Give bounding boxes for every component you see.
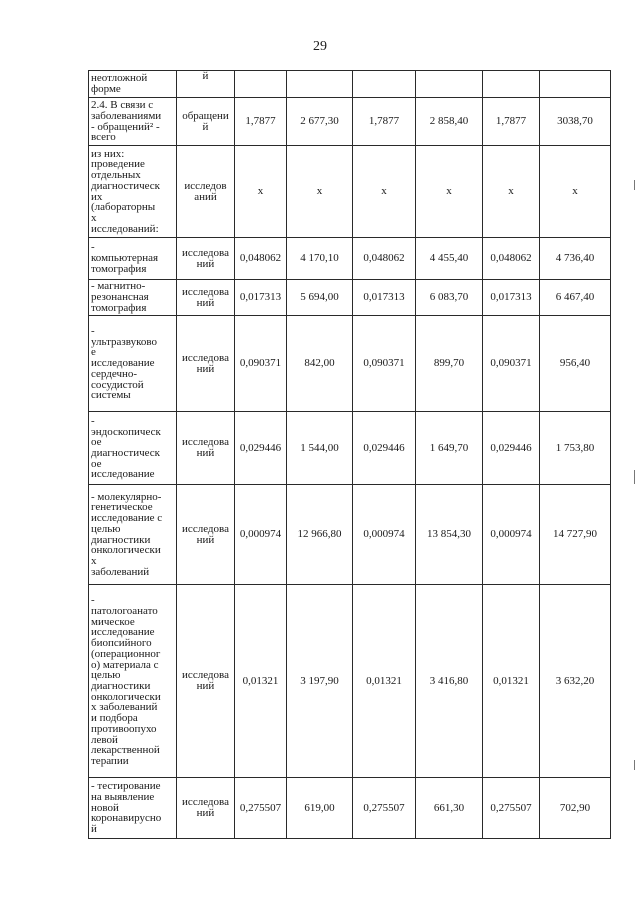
value-cell: 1 649,70 (416, 412, 483, 485)
name-line: их (91, 190, 103, 203)
value-cell: 1 753,80 (540, 412, 611, 485)
name-line: новой (91, 801, 119, 814)
value-cell: 1,7877 (353, 98, 416, 146)
value-cell: 0,090371 (483, 316, 540, 412)
value-cell (353, 71, 416, 98)
table-row (89, 238, 611, 280)
name-line: - тестирование (91, 780, 161, 793)
name-line: диагностическ (91, 447, 161, 459)
name-line: томография (91, 262, 147, 275)
value-cell: 702,90 (540, 778, 611, 839)
name-line: сердечно- (91, 367, 138, 380)
value-cell: 0,01321 (235, 585, 287, 778)
name-line: системы (91, 389, 131, 402)
tariff-table (88, 70, 611, 839)
value-cell: 6 083,70 (416, 280, 483, 316)
unit-line: исследова (182, 351, 229, 364)
value-cell: 3 197,90 (287, 585, 353, 778)
name-line: сосудистой (91, 378, 144, 391)
name-line: исследование с (91, 512, 163, 525)
value-cell: 619,00 (287, 778, 353, 839)
unit-cell (177, 98, 235, 146)
value-cell: 2 677,30 (287, 98, 353, 146)
value-cell: 0,029446 (483, 412, 540, 485)
name-line: диагностики (91, 533, 151, 546)
value-cell: 3 416,80 (416, 585, 483, 778)
value-cell: 842,00 (287, 316, 353, 412)
name-line: диагностическ (91, 179, 161, 192)
value-cell: х (235, 146, 287, 238)
value-cell: 1 544,00 (287, 412, 353, 485)
value-cell: 0,000974 (353, 485, 416, 585)
name-line: и подбора (91, 712, 138, 725)
name-line: х (91, 211, 97, 224)
value-cell: 0,017313 (235, 280, 287, 316)
name-line: - магнитно- (91, 280, 146, 293)
row-name-cell (89, 238, 177, 280)
name-line: исследование (91, 357, 155, 370)
unit-line: ний (196, 362, 215, 375)
scan-mark (634, 760, 635, 770)
value-cell (235, 71, 287, 98)
name-line: онкологически (91, 544, 161, 557)
row-name-cell (89, 146, 177, 238)
value-cell: 0,048062 (483, 238, 540, 280)
value-cell: 0,01321 (353, 585, 416, 778)
value-cell: 4 455,40 (416, 238, 483, 280)
unit-cell (177, 146, 235, 238)
value-cell: 0,275507 (353, 778, 416, 839)
value-cell (416, 71, 483, 98)
name-line: левой (91, 733, 118, 746)
name-line: - (91, 594, 95, 607)
row-name-cell (89, 280, 177, 316)
name-line: й (91, 823, 97, 836)
scan-mark (634, 470, 635, 484)
value-cell: 0,01321 (483, 585, 540, 778)
name-line: исследование (91, 626, 155, 639)
name-line: лекарственной (91, 744, 160, 757)
unit-line: исследова (182, 436, 229, 449)
value-cell: 12 966,80 (287, 485, 353, 585)
row-name-cell (89, 585, 177, 778)
value-cell: 956,40 (540, 316, 611, 412)
unit-line: исследова (182, 522, 229, 535)
unit-cell (177, 485, 235, 585)
name-line: о) материала с (91, 658, 159, 671)
name-line: терапии (91, 754, 129, 767)
name-line: целью (91, 522, 121, 535)
name-line: - обращений² - (91, 120, 160, 133)
name-line: неотложной (91, 72, 148, 85)
name-line: мическое (91, 615, 135, 628)
table-row (89, 778, 611, 839)
name-line: заболеваниями (91, 109, 162, 122)
name-line: 2.4. В связи с (91, 99, 154, 112)
name-line: онкологически (91, 690, 161, 703)
value-cell: 0,048062 (353, 238, 416, 280)
unit-line: исследов (184, 179, 227, 192)
value-cell: 899,70 (416, 316, 483, 412)
name-line: е (91, 346, 96, 359)
unit-line: обращени (182, 109, 229, 122)
value-cell: 0,048062 (235, 238, 287, 280)
name-line: х заболеваний (91, 701, 158, 714)
table-row (89, 71, 611, 98)
unit-cell (177, 238, 235, 280)
name-line: из них: (91, 147, 125, 160)
value-cell: 3038,70 (540, 98, 611, 146)
value-cell: 661,30 (416, 778, 483, 839)
unit-line: ний (196, 447, 215, 459)
value-cell: 3 632,20 (540, 585, 611, 778)
table-row (89, 485, 611, 585)
name-line: ультразвуково (91, 335, 157, 348)
unit-line: й (202, 70, 209, 82)
name-line: диагностики (91, 680, 151, 692)
unit-line: исследова (182, 796, 229, 809)
name-line: ое (91, 436, 102, 449)
name-line: томография (91, 301, 147, 314)
value-cell: 0,275507 (483, 778, 540, 839)
value-cell: 13 854,30 (416, 485, 483, 585)
name-line: - (91, 414, 95, 427)
unit-line: ний (196, 296, 215, 309)
scan-mark (634, 180, 635, 190)
page-number: 29 (313, 39, 327, 54)
table-row (89, 316, 611, 412)
name-line: х (91, 554, 97, 567)
value-cell: 5 694,00 (287, 280, 353, 316)
row-name-cell (89, 412, 177, 485)
unit-line: ний (196, 807, 215, 819)
table-row (89, 146, 611, 238)
name-line: на выявление (91, 790, 155, 803)
value-cell: 2 858,40 (416, 98, 483, 146)
unit-line: аний (194, 190, 217, 203)
value-cell (287, 71, 353, 98)
name-line: биопсийного (91, 637, 152, 650)
value-cell: х (483, 146, 540, 238)
name-line: генетическое (91, 501, 153, 514)
unit-line: ний (196, 257, 215, 270)
name-line: ое (91, 457, 102, 470)
value-cell: 0,029446 (235, 412, 287, 485)
name-line: (операционног (91, 647, 161, 660)
value-cell: х (416, 146, 483, 238)
unit-cell (177, 71, 235, 98)
name-line: целью (91, 669, 121, 682)
value-cell: 0,000974 (235, 485, 287, 585)
value-cell: 4 170,10 (287, 238, 353, 280)
value-cell: 1,7877 (483, 98, 540, 146)
value-cell: 0,090371 (353, 316, 416, 412)
table-row (89, 412, 611, 485)
name-line: форме (91, 83, 121, 95)
name-line: резонансная (91, 291, 149, 304)
table-body (89, 71, 611, 839)
row-name-cell (89, 316, 177, 412)
unit-cell (177, 316, 235, 412)
name-line: заболеваний (91, 565, 150, 578)
table-row (89, 585, 611, 778)
name-line: патологоанато (91, 605, 158, 618)
unit-line: исследова (182, 285, 229, 298)
unit-cell (177, 778, 235, 839)
unit-line: й (202, 120, 209, 133)
unit-line: исследова (182, 246, 229, 259)
table-row (89, 98, 611, 146)
name-line: эндоскопическ (91, 425, 161, 438)
value-cell: 0,000974 (483, 485, 540, 585)
value-cell: 4 736,40 (540, 238, 611, 280)
value-cell (483, 71, 540, 98)
name-line: - (91, 325, 95, 338)
unit-cell (177, 585, 235, 778)
value-cell: 0,029446 (353, 412, 416, 485)
name-line: проведение (91, 158, 145, 171)
name-line: компьютерная (91, 252, 159, 265)
row-name-cell (89, 98, 177, 146)
unit-line: исследова (182, 669, 229, 682)
name-line: - молекулярно- (91, 490, 162, 503)
row-name-cell (89, 778, 177, 839)
unit-line: ний (196, 680, 215, 692)
row-name-cell (89, 71, 177, 98)
value-cell: 0,017313 (353, 280, 416, 316)
name-line: отдельных (91, 169, 141, 182)
value-cell (540, 71, 611, 98)
value-cell: х (540, 146, 611, 238)
value-cell: 0,017313 (483, 280, 540, 316)
name-line: коронавирусно (91, 812, 162, 825)
name-line: - (91, 241, 95, 254)
name-line: исследований: (91, 222, 159, 235)
name-line: исследование (91, 468, 155, 481)
value-cell: 0,275507 (235, 778, 287, 839)
name-line: противоопухо (91, 722, 157, 735)
value-cell: 0,090371 (235, 316, 287, 412)
value-cell: х (353, 146, 416, 238)
unit-cell (177, 412, 235, 485)
value-cell: 1,7877 (235, 98, 287, 146)
value-cell: 14 727,90 (540, 485, 611, 585)
row-name-cell (89, 485, 177, 585)
value-cell: 6 467,40 (540, 280, 611, 316)
table-row (89, 280, 611, 316)
value-cell: х (287, 146, 353, 238)
name-line: (лабораторны (91, 201, 156, 214)
unit-line: ний (196, 533, 215, 546)
name-line: всего (91, 131, 116, 144)
unit-cell (177, 280, 235, 316)
